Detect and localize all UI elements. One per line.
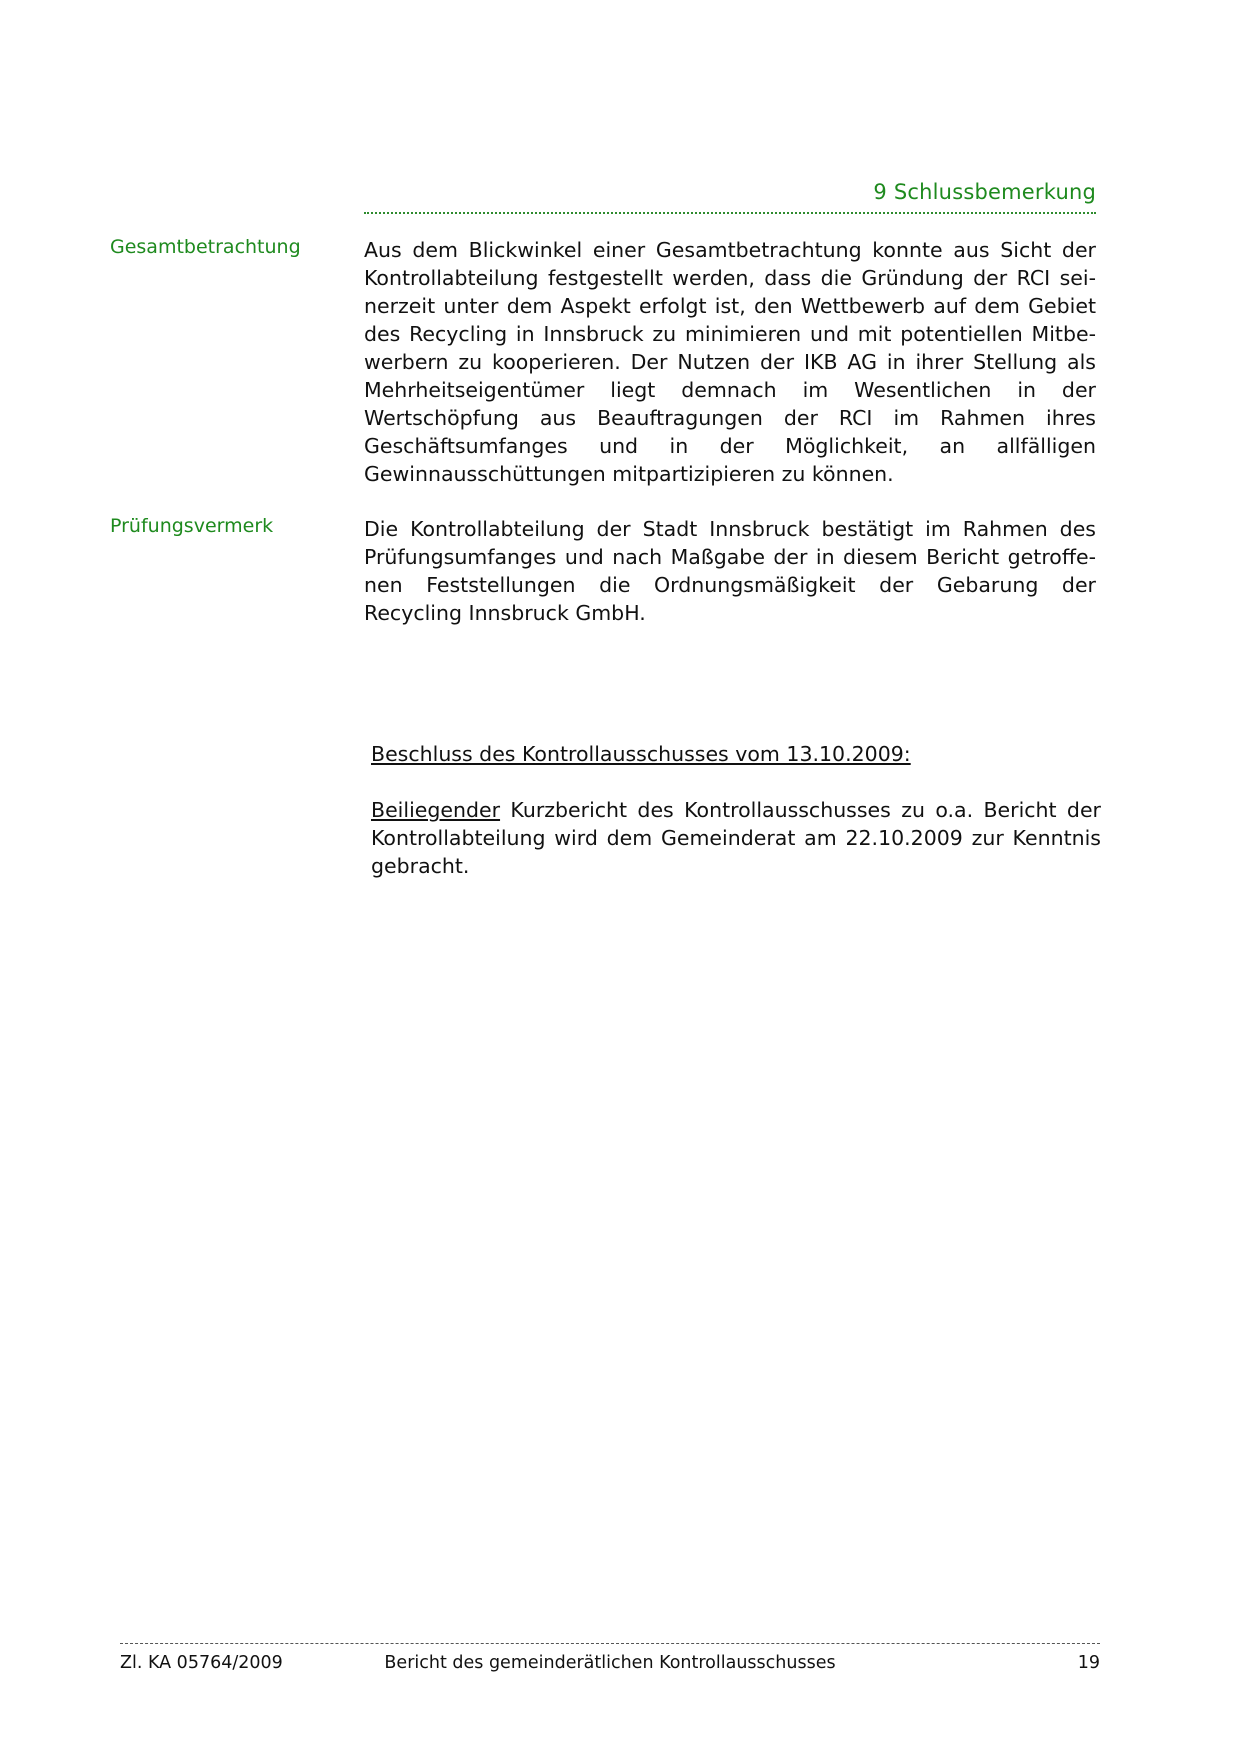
decision-paragraph bbox=[371, 796, 1101, 880]
decision-heading: Beschluss des Kontrollausschusses vom 13.10.2009: bbox=[371, 742, 911, 766]
footer-reference: Zl. KA 05764/2009 bbox=[120, 1653, 283, 1673]
decision-body-text: Kurzbericht des Kontrollausschusses zu o.a. Bericht der Kontrollabteilung wird dem Gemeinderat am 22.10.2009 zur Kenntnis gebracht. bbox=[371, 798, 1101, 878]
paragraph-gesamtbetrachtung: Aus dem Blickwinkel einer Gesamtbetrachtung konnte aus Sicht der Kontrollabteilung festgestellt werden, dass die Gründung der RCI seinerzeit unter dem Aspekt erfolgt ist, den Wettbewerb auf dem Gebiet des Recycling in Innsbruck zu minimieren und mit potentiellen Mitbewerbern zu kooperieren. Der Nutzen der IKB AG in ihrer Stellung als Mehrheitseigentümer liegt demnach im Wesentlichen in der Wertschöpfung aus Beauftragungen der RCI im Rahmen ihres Geschäftsumfanges und in der Möglichkeit, an allfälligen Gewinnausschüttungen mitpartizipieren zu können. bbox=[364, 238, 1096, 486]
section-title: 9 Schlussbemerkung bbox=[873, 180, 1096, 204]
paragraph-pruefungsvermerk: Die Kontrollabteilung der Stadt Innsbruck bestätigt im Rahmen des Prüfungsumfanges und nach Maßgabe der in diesem Bericht getroffenen Feststellungen die Ordnungsmäßigkeit der Gebarung der Recycling Innsbruck GmbH. bbox=[364, 517, 1096, 625]
margin-label-gesamtbetrachtung: Gesamtbetrachtung bbox=[110, 236, 301, 258]
page-footer bbox=[120, 1653, 1100, 1679]
footer-title: Bericht des gemeinderätlichen Kontrollausschusses bbox=[384, 1653, 836, 1673]
decision-underlined-word: Beiliegender bbox=[371, 798, 501, 822]
margin-label-pruefungsvermerk: Prüfungsvermerk bbox=[110, 515, 274, 537]
footer-divider bbox=[120, 1643, 1100, 1644]
section-header bbox=[364, 180, 1096, 214]
footer-page-number: 19 bbox=[1077, 1653, 1100, 1673]
